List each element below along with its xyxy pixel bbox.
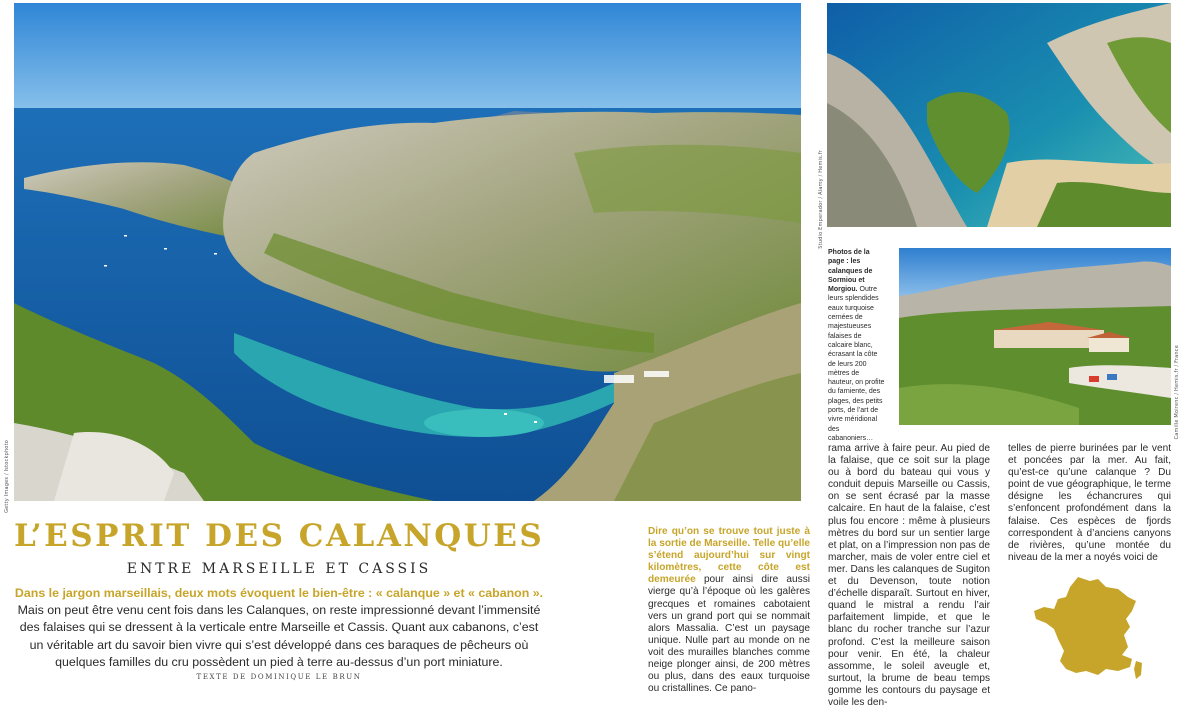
column-1-body: pour ainsi dire aussi vierge qu’à l’époque où les galères grecques et romaines cabotaient vers un grand port qui se nommait alors Massalia. C’est un paysage unique. Nulle part au monde on ne voit des murailles blanches comme neige plonger ainsi, de 200 mètres ou plus, dans des eaux turquoise ou cristallines. Ce pano-	[648, 574, 810, 695]
article-column-2	[828, 443, 990, 709]
middle-right-photo-credit: Camille Moirenc / Hemis.fr / France	[1174, 345, 1180, 440]
article-title: L’ESPRIT DES CALANQUES	[14, 518, 545, 554]
intro-highlight: Dans le jargon marseillais, deux mots évoquent le bien-être : « calanque » et « cabanon ».	[14, 586, 544, 600]
france-map-icon	[1032, 575, 1144, 683]
column-3-body: telles de pierre burinées par le vent et poncées par la mer. Au fait, qu’est-ce qu’une calanque ? Du point de vue géographique, le terme désigne les échancrures qui s’enfoncent profondément dans la falaise. Ces espèces de fjords correspondent à d’anciens canyons de rivières, qu’une montée du niveau de la mer a noyés voici de	[1008, 443, 1171, 563]
caption-body: Outre leurs splendides eaux turquoise cernées de majestueuses falaises de calcaire blanc, écrasant la côte de leurs 200 mètres de hauteur, on profite du farniente, des plages, des petits ports, de l’art de vivre méridional des cabanoniers…	[828, 286, 885, 442]
intro-body: Mais on peut être venu cent fois dans les Calanques, on reste impressionné devant l’immensité des falaises qui se dressent à la verticale entre Marseille et Cassis. Quant aux cabanons, c’est un véritable art du savoir bien vivre qui s’est développé dans ces baraques de pêcheurs où quelques familles du cru possèdent un pied à terre au-dessus d’un port miniature.	[17, 603, 541, 669]
article-column-1	[648, 526, 810, 695]
article-intro	[14, 585, 544, 671]
middle-right-photo-cabanons	[899, 248, 1171, 425]
top-right-photo-credit: Studio Emperador / Alamy / Hemis.fr	[818, 150, 824, 249]
caption-lead: Photos de la page : les calanques de Sormiou et Morgiou.	[828, 249, 873, 294]
top-right-photo-beach	[827, 3, 1171, 227]
main-photo-calanque	[14, 3, 801, 501]
photo-caption	[828, 248, 886, 443]
main-photo-credit: Getty Images / Istockphoto	[4, 440, 10, 513]
article-column-3	[1008, 443, 1171, 564]
article-byline: TEXTE DE DOMINIQUE LE BRUN	[196, 673, 362, 681]
column-1-lead: Dire qu’on se trouve tout juste à la sortie de Marseille. Telle qu’elle s’étend aujourd’hui sur vingt kilomètres, cette côte est demeurée	[648, 526, 810, 586]
article-subtitle: ENTRE MARSEILLE ET CASSIS	[126, 561, 432, 577]
column-2-body: rama arrive à faire peur. Au pied de la falaise, que ce soit sur la plage ou à bord du bateau qui vous y conduit depuis Marseille ou Cassis, on se sent écrasé par la masse calcaire. En haut de la falaise, c’est plus fou encore : même à plusieurs mètres du bord sur un sentier large et plat, on a l’impression non pas de marcher, mais de voler entre ciel et mer. Dans les calanques de Sugiton et du Devenson, toute notion d’échelle disparaît. Surtout en hiver, quand le mistral a rendu l’air parfaitement limpide, et que le blanc du rocher tranche sur l’azur profond. C’est la meilleure saison pour venir. En été, la chaleur assomme, le soleil aveugle et, surtout, la brume de beau temps gomme les contours du paysage et voile les den-	[828, 443, 990, 708]
